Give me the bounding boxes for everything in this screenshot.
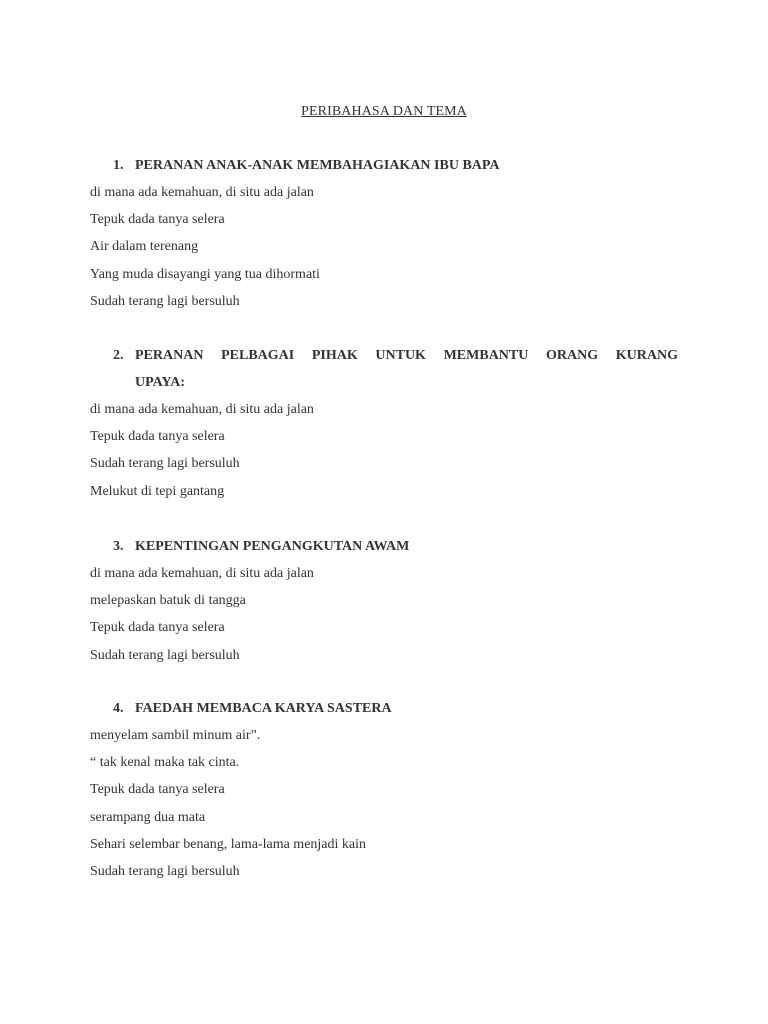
- proverb-line: di mana ada kemahuan, di situ ada jalan: [90, 185, 314, 200]
- section-heading-text: PERANAN PELBAGAI PIHAK UNTUK MEMBANTU ORANG KURANG: [135, 348, 678, 363]
- section-2: [90, 342, 678, 505]
- section-heading: [90, 152, 678, 179]
- section-heading-text: FAEDAH MEMBACA KARYA SASTERA: [135, 701, 392, 716]
- section-1: [90, 152, 678, 315]
- proverb-line: Tepuk dada tanya selera: [90, 782, 225, 798]
- section-heading: [90, 533, 678, 560]
- proverb-line: melepaskan batuk di tangga: [90, 593, 246, 609]
- section-number: 2.: [113, 348, 124, 363]
- proverb-line: Yang muda disayangi yang tua dihormati: [90, 266, 320, 282]
- proverb-line: Sudah terang lagi bersuluh: [90, 456, 240, 472]
- proverb-line: Tepuk dada tanya selera: [90, 620, 225, 636]
- proverb-line: serampang dua mata: [90, 809, 206, 825]
- section-heading: [90, 695, 678, 722]
- proverb-line: Sudah terang lagi bersuluh: [90, 647, 240, 663]
- proverb-line: di mana ada kemahuan, di situ ada jalan: [90, 402, 314, 417]
- section-heading-text: KEPENTINGAN PENGANGKUTAN AWAM: [135, 539, 410, 554]
- proverb-line: Sehari selembar benang, lama-lama menjadi kain: [90, 836, 367, 852]
- proverb-line: “ tak kenal maka tak cinta.: [90, 755, 240, 771]
- section-heading-text: PERANAN ANAK-ANAK MEMBAHAGIAKAN IBU BAPA: [135, 158, 500, 173]
- section-number: 3.: [113, 539, 124, 554]
- proverb-line: Sudah terang lagi bersuluh: [90, 293, 240, 309]
- proverb-line: Melukut di tepi gantang: [90, 483, 225, 499]
- section-heading-continuation: UPAYA:: [135, 375, 186, 390]
- section-4: [90, 695, 678, 885]
- proverb-line: menyelam sambil minum air”.: [90, 728, 261, 743]
- proverb-line: Air dalam terenang: [90, 239, 199, 255]
- section-number: 4.: [113, 701, 124, 716]
- section-number: 1.: [113, 158, 124, 173]
- proverb-line: di mana ada kemahuan, di situ ada jalan: [90, 566, 314, 581]
- document-title: PERIBAHASA DAN TEMA: [301, 104, 467, 119]
- section-heading: [90, 342, 678, 396]
- proverb-line: Tepuk dada tanya selera: [90, 212, 225, 228]
- section-3: [90, 533, 678, 669]
- proverb-line: Tepuk dada tanya selera: [90, 429, 225, 445]
- proverb-line: Sudah terang lagi bersuluh: [90, 864, 240, 880]
